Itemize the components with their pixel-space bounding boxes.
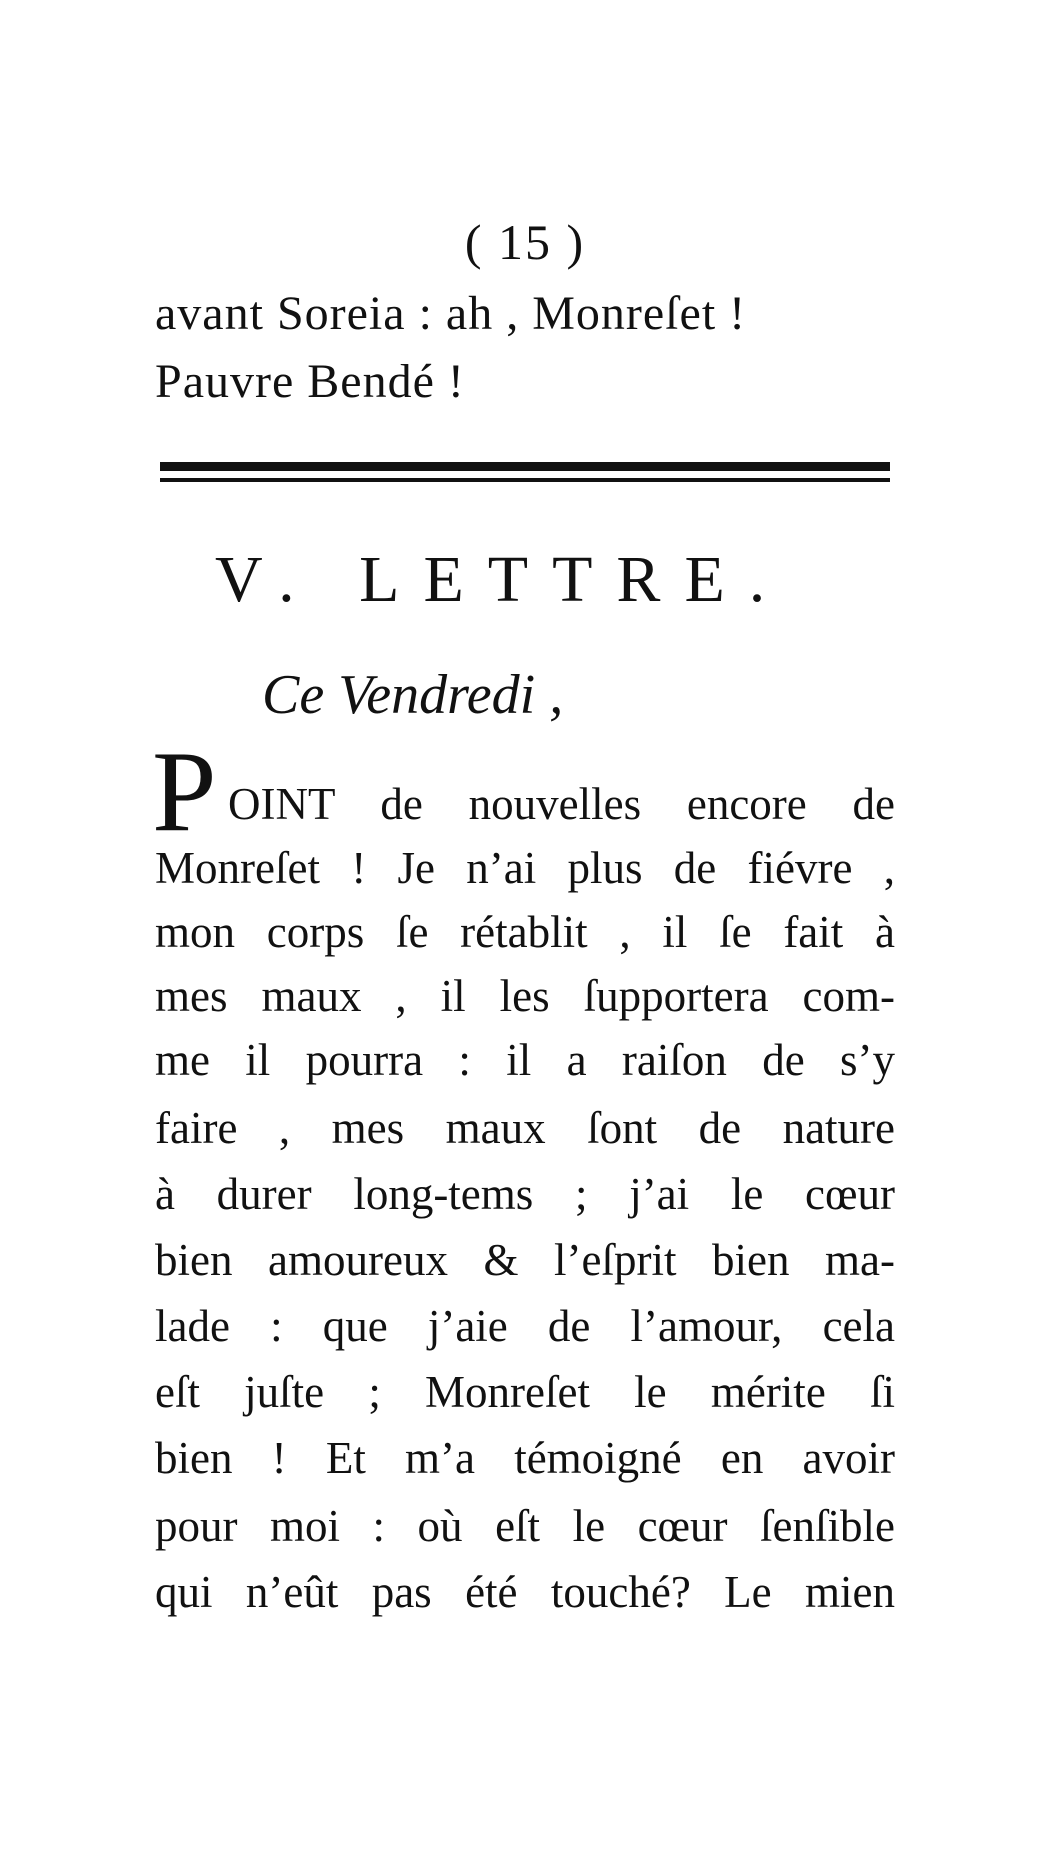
letter-heading: V. LETTRE. [215, 543, 790, 616]
body-line: me il pourra : il a raiſon de s’y [155, 1035, 895, 1085]
body-line: mon corps ſe rétablit , il ſe fait à [155, 907, 895, 957]
body-line: qui n’eût pas été touché? Le mien [155, 1567, 895, 1617]
body-line: OINT de nouvelles encore de [228, 779, 895, 829]
drop-cap: P [152, 728, 217, 856]
section-divider-thin [160, 478, 890, 482]
carryover-line: Pauvre Bendé ! [155, 355, 465, 408]
body-line: eſt juſte ; Monreſet le mérite ſi [155, 1367, 895, 1417]
body-line: pour moi : où eſt le cœur ſenſible [155, 1501, 895, 1551]
page-number: ( 15 ) [464, 214, 586, 270]
body-line: bien ! Et m’a témoigné en avoir [155, 1433, 895, 1483]
body-line: lade : que j’aie de l’amour, cela [155, 1301, 895, 1351]
body-line: mes maux , il les ſupportera com- [155, 971, 895, 1021]
carryover-line: avant Soreia : ah , Monreſet ! [155, 287, 747, 340]
section-divider-thick [160, 462, 890, 471]
body-line: Monreſet ! Je n’ai plus de fiévre , [155, 843, 895, 893]
body-line: faire , mes maux ſont de nature [155, 1103, 895, 1153]
letter-dateline: Ce Vendredi , [262, 664, 564, 726]
body-line: bien amoureux & l’eſprit bien ma- [155, 1235, 895, 1285]
body-line: à durer long-tems ; j’ai le cœur [155, 1169, 895, 1219]
